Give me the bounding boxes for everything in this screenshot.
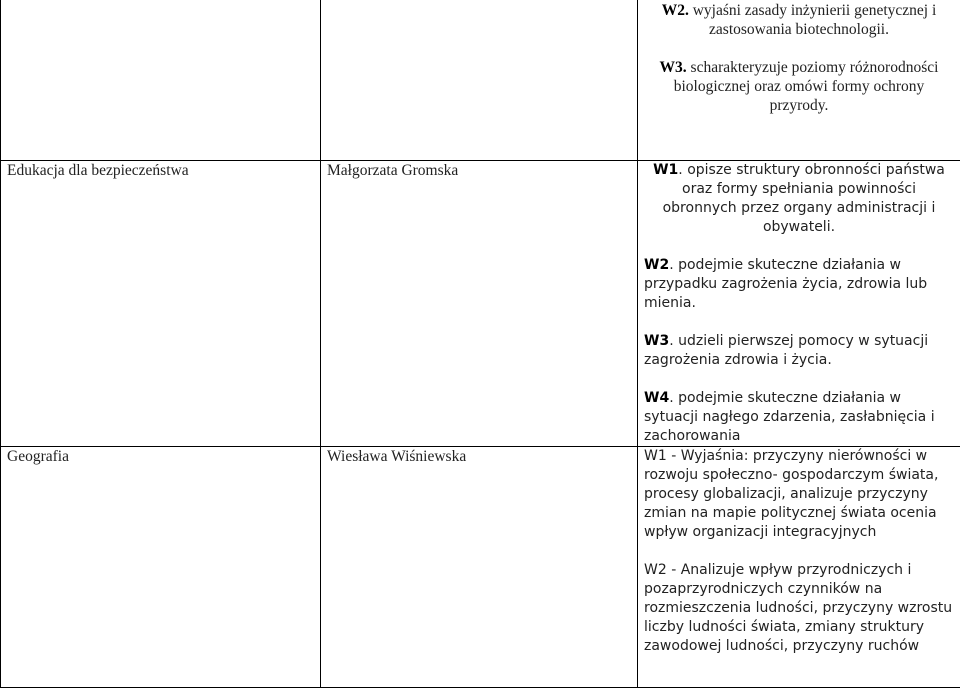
outcome-code: W3 (644, 333, 669, 349)
teacher-cell (321, 0, 638, 161)
outcome-code: W2 (644, 257, 669, 273)
teacher-cell: Wiesława Wiśniewska (321, 447, 638, 688)
table-row (1, 0, 960, 161)
teacher-cell: Małgorzata Gromska (321, 161, 638, 447)
table-row (1, 161, 960, 447)
subject-cell: Edukacja dla bezpieczeństwa (1, 161, 321, 447)
outcome-item (644, 561, 954, 656)
outcome-code: W2. (662, 2, 689, 19)
outcomes-cell (638, 161, 960, 447)
outcome-code: W4 (644, 390, 669, 406)
outcome-item (644, 161, 954, 237)
outcome-text: wyjaśni zasady inżynierii genetycznej i zastosowania biotechnologii. (689, 2, 936, 38)
outcome-item (644, 256, 954, 313)
outcome-text: scharakteryzuje poziomy różnorodności biologicznej oraz omówi formy ochrony przyrody. (674, 59, 939, 114)
outcome-text: . udzieli pierwszej pomocy w sytuacji zagrożenia zdrowia i życia. (644, 333, 928, 368)
subject-cell (1, 0, 321, 161)
outcome-item (644, 389, 954, 446)
outcome-code: W1 (653, 162, 678, 178)
outcome-text: . opisze struktury obronności państwa oraz formy spełniania powinności obronnych przez organy administracji i obywateli. (663, 162, 945, 235)
outcomes-cell (638, 0, 960, 161)
outcome-item (644, 447, 954, 542)
outcome-item (644, 1, 954, 39)
outcomes-cell (638, 447, 960, 688)
outcome-text: . podejmie skuteczne działania w sytuacji nagłego zdarzenia, zasłabnięcia i zachorowania (644, 390, 935, 444)
outcome-code: W3. (660, 59, 687, 76)
table-row (1, 447, 960, 688)
outcome-item (644, 58, 954, 115)
outcome-text: W2 - Analizuje wpływ przyrodniczych i pozaprzyrodniczych czynników na rozmieszczenia ludności, przyczyny wzrostu liczby ludności świata, zmiany struktury zawodowej ludności, przyczyny ruchów (644, 562, 952, 654)
outcome-item (644, 332, 954, 370)
subject-cell: Geografia (1, 447, 321, 688)
outcome-text: W1 - Wyjaśnia: przyczyny nierówności w rozwoju społeczno- gospodarczym świata, procesy globalizacji, analizuje przyczyny zmian na mapie politycznej świata ocenia wpływ organizacji integracyjnych (644, 448, 938, 540)
outcome-text: . podejmie skuteczne działania w przypadku zagrożenia życia, zdrowia lub mienia. (644, 257, 927, 311)
